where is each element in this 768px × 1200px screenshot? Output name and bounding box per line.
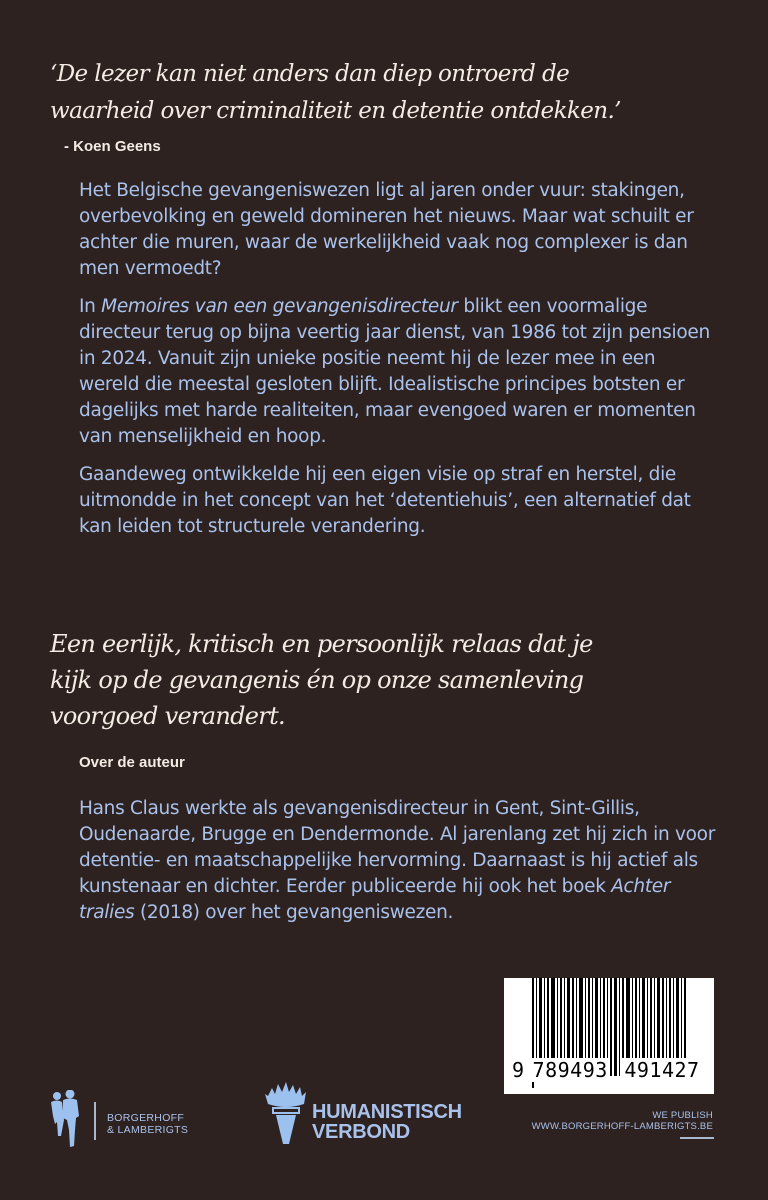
quote-author: - Koen Geens (64, 138, 161, 155)
about-paragraph (79, 796, 719, 926)
publisher-divider (94, 1102, 96, 1140)
blurb-paragraph-2 (79, 294, 719, 450)
we-publish-label: WE PUBLISH (652, 1110, 713, 1121)
blurb-paragraph-3: Gaandeweg ontwikkelde hij een eigen visie op straf en herstel, die uitmondde in het concept van het ‘detentiehuis’, een alternatief dat kan leiden tot structurele verandering. (79, 464, 691, 537)
website-underline (680, 1137, 714, 1139)
isbn-number (512, 1058, 712, 1082)
blurb-p2-rest: blikt een voormalige directeur terug op bijna veertig jaar dienst, van 1986 tot zijn pensioen in 2024. Vanuit zijn unieke positie neemt hij de lezer mee in een wereld die meestal gesloten blijft. Idealistische principes botsten er dagelijks met harde realiteiten, maar evengoed waren er momenten van menselijkheid en hoop. (79, 296, 710, 447)
publisher-website-block (532, 1110, 713, 1132)
partner-name-line-1: HUMANISTISCH (312, 1101, 462, 1123)
partner-name-line-2: VERBOND (312, 1121, 410, 1143)
quote-line-2: waarheid over criminaliteit en detentie ontdekken.’ (50, 98, 621, 124)
endorsement-quote (50, 56, 730, 130)
blurb-p2-prefix: In (79, 296, 102, 317)
tagline-line-1: Een eerlijk, kritisch en persoonlijk relaas dat je (50, 630, 593, 658)
tagline (50, 626, 730, 734)
about-prefix: Hans Claus werkte als gevangenisdirecteur in Gent, Sint-Gillis, Oudenaarde, Brugge en Dendermonde. Al jarenlang zet hij zich in voor detentie- en maatschappelijke hervorming. Daarnaast is hij actief als kunstenaar en dichter. Eerder publiceerde hij ook het boek (79, 798, 716, 897)
blurb (79, 178, 719, 552)
publisher-website: WWW.BORGERHOFF-LAMBERIGTS.BE (531, 1121, 713, 1132)
about-author-text (79, 796, 719, 938)
quote-line-1: ‘De lezer kan niet anders dan diep ontroerd de (50, 61, 570, 87)
previous-book-title: Achter tralies (79, 876, 671, 923)
tagline-line-2: kijk op de gevangenis én op onze samenleving (50, 666, 584, 694)
blurb-paragraph-1: Het Belgische gevangeniswezen ligt al jaren onder vuur: stakingen, overbevolking en geweld domineren het nieuws. Maar wat schuilt er achter die muren, waar de werkelijkheid vaak nog complexer is dan men vermoedt? (79, 180, 694, 279)
publisher-name (107, 1112, 188, 1136)
about-author-heading: Over de auteur (79, 754, 185, 771)
tagline-line-3: voorgoed verandert. (50, 702, 285, 730)
partner-name (312, 1102, 462, 1142)
isbn-barcode (504, 978, 714, 1094)
isbn-group-2: 491427 (624, 1058, 700, 1082)
torch-icon (264, 1082, 308, 1146)
about-suffix: (2018) over het gevangeniswezen. (134, 902, 454, 923)
isbn-group-1: 789493 (532, 1058, 608, 1082)
book-title: Memoires van een gevangenisdirecteur (101, 296, 458, 317)
publisher-name-line-2: & LAMBERIGTS (107, 1124, 189, 1136)
isbn-lead-digit: 9 (512, 1058, 531, 1082)
publisher-name-line-1: BORGERHOFF (107, 1112, 185, 1124)
